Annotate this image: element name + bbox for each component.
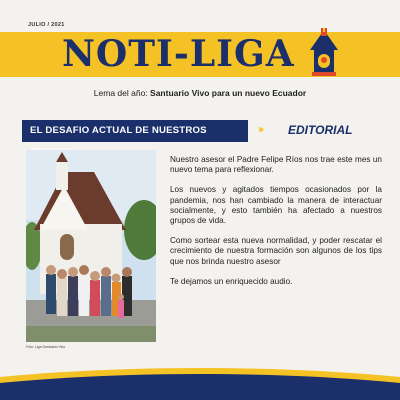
footer-wave (0, 363, 400, 400)
motto-text: Santuario Vivo para un nuevo Ecuador (150, 88, 307, 98)
year-motto (0, 88, 400, 98)
photo-caption: Foto: Liga Santuario Vivo (26, 345, 66, 349)
newsletter-title: NOTI-LIGA (62, 33, 295, 75)
shrine-logo-icon (306, 28, 342, 80)
masthead (0, 0, 400, 88)
arrows-icon: ››› (258, 124, 262, 135)
editorial-article (170, 155, 382, 297)
motto-prefix: Lema del año: (93, 88, 148, 98)
section-tag: EDITORIAL (288, 123, 353, 137)
article-paragraph: Los nuevos y agitados tiempos ocasionados por la pandemia, nos han cambiado la manera de interactuar socialmente, y esto también ha afectado a nuestros grupos de vida. (170, 185, 382, 226)
article-paragraph: Nuestro asesor el Padre Felipe Ríos nos trae este mes un nuevo tema para reflexionar. (170, 155, 382, 175)
article-paragraph: Como sortear esta nueva normalidad, y poder rescatar el crecimiento de nuestra formación son algunos de los tips que nos brinda nuestro asesor (170, 236, 382, 266)
section-title: EL DESAFIO ACTUAL DE NUESTROS (22, 120, 248, 142)
shrine-group-photo (26, 150, 156, 342)
section-header (22, 120, 378, 142)
issue-date: JULIO / 2021 (28, 22, 65, 28)
article-paragraph: Te dejamos un enriquecido audio. (170, 276, 293, 286)
